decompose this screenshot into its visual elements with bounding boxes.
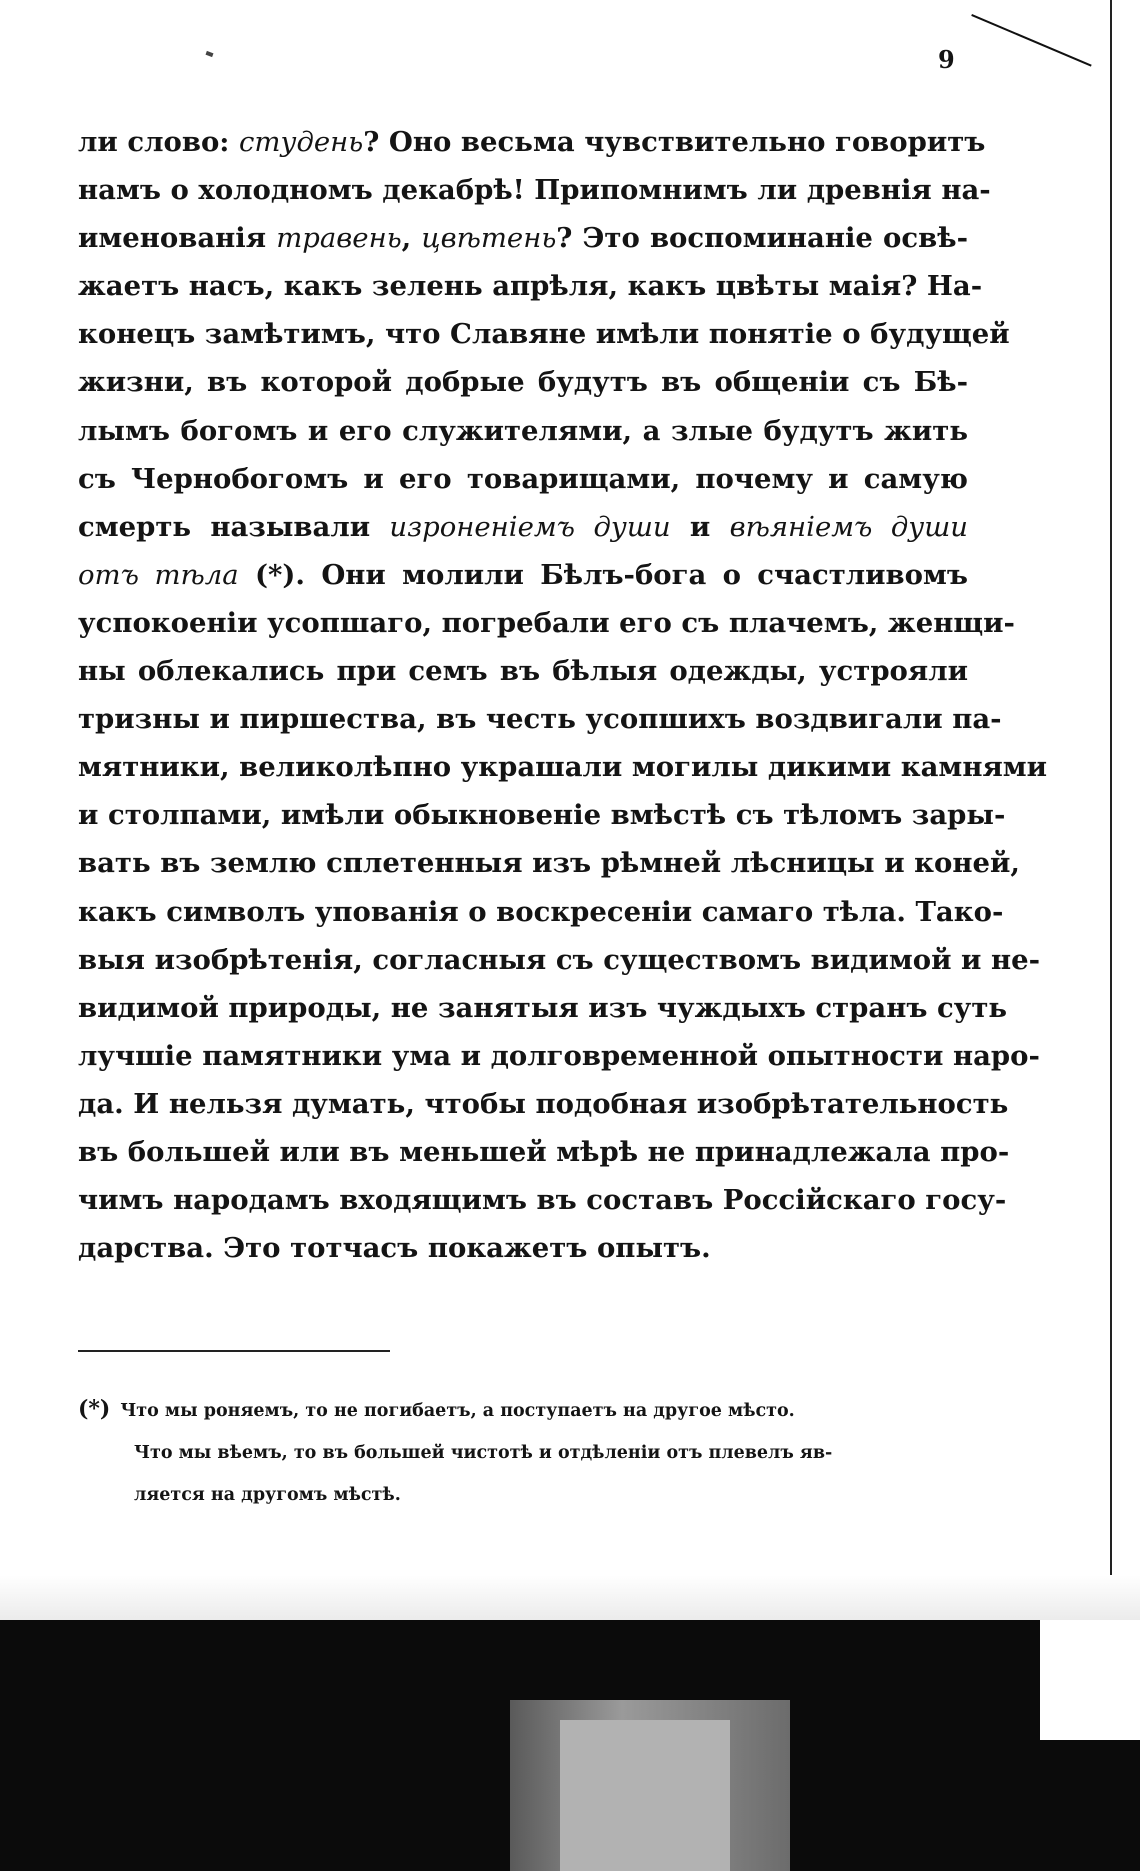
text-segment: именованія (78, 222, 277, 255)
text-line (78, 1128, 1010, 1176)
text-segment: (*). Они молили Бѣлъ-бога о счастливомъ (238, 558, 968, 591)
text-segment: да. И нельзя думать, чтобы подобная изобрѣтательность (78, 1087, 1009, 1120)
text-line (78, 262, 983, 310)
text-segment: намъ о холодномъ декабрѣ! Припомнимъ ли древнія на- (78, 174, 991, 207)
body-text (78, 118, 1048, 1272)
italic-term: вѣяніемъ души (729, 510, 968, 543)
text-line (78, 166, 991, 214)
page-number: 9 (938, 45, 955, 74)
text-line (78, 551, 968, 599)
text-line (78, 936, 1041, 984)
text-segment: конецъ замѣтимъ, что Славяне имѣли понятіе о будущей (78, 318, 1010, 351)
text-segment: успокоеніи усопшаго, погребали его съ плачемъ, женщи- (78, 606, 1015, 639)
text-line (78, 791, 1006, 839)
page-edge (1110, 0, 1112, 1620)
text-line (78, 503, 968, 551)
footnote-line (78, 1388, 978, 1432)
text-segment: смерть называли (78, 510, 390, 543)
scan-shadow (0, 1575, 1140, 1625)
italic-term: травень (276, 222, 402, 255)
text-line (78, 407, 968, 455)
text-line (78, 743, 1048, 791)
text-line (78, 1224, 968, 1272)
footnote (78, 1388, 978, 1516)
footnote-line: Что мы вѣемъ, то въ большей чистотѣ и отдѣленіи отъ плевелъ яв- (134, 1443, 833, 1463)
scan-edge-gap (1040, 1620, 1140, 1740)
text-segment: и (670, 510, 730, 543)
text-line (78, 695, 1002, 743)
text-line (78, 310, 1010, 358)
scanner-object-inner (560, 1720, 730, 1871)
text-segment: жизни, въ которой добрые будутъ въ общеніи съ Бѣ- (78, 366, 968, 399)
text-segment: вать въ землю сплетенныя изъ рѣмней лѣсницы и коней, (78, 847, 1020, 880)
text-line (78, 1080, 1009, 1128)
text-line (78, 984, 1008, 1032)
text-line (78, 888, 1004, 936)
text-line (78, 647, 968, 695)
text-segment: лучшіе памятники ума и долговременной опытности наро- (78, 1039, 1040, 1072)
text-line (78, 599, 1015, 647)
text-segment: ? Оно весьма чувствительно говоритъ (363, 126, 986, 158)
text-line (78, 1032, 1040, 1080)
text-segment: ли слово: (78, 126, 240, 158)
footnote-mark: (*) (78, 1396, 111, 1422)
text-line (78, 358, 968, 406)
text-line (78, 455, 968, 503)
text-segment: въ большей или въ меньшей мѣрѣ не принадлежала про- (78, 1135, 1010, 1168)
text-segment: какъ символъ упованія о воскресеніи самаго тѣла. Тако- (78, 895, 1004, 928)
text-segment: видимой природы, не занятыя изъ чуждыхъ странъ суть (78, 991, 1008, 1024)
text-segment: выя изобрѣтенія, согласныя съ существомъ видимой и не- (78, 943, 1041, 976)
text-segment: тризны и пиршества, въ честь усопшихъ воздвигали па- (78, 703, 1002, 736)
footnote-rule (78, 1350, 390, 1352)
text-segment: лымъ богомъ и его служителями, а злые будутъ жить (78, 414, 968, 447)
text-line (78, 839, 1020, 887)
text-segment: и столпами, имѣли обыкновеніе вмѣстѣ съ тѣломъ зары- (78, 799, 1006, 832)
italic-term: изроненіемъ души (389, 510, 671, 543)
italic-term: цвѣтень (421, 222, 557, 255)
text-segment: дарства. Это тотчасъ покажетъ опытъ. (78, 1232, 711, 1265)
text-line (78, 118, 986, 166)
text-segment: чимъ народамъ входящимъ въ составъ Россійскаго госу- (78, 1184, 1007, 1217)
text-line (78, 214, 968, 262)
page-corner-fold (971, 14, 1091, 67)
text-segment: съ Чернобогомъ и его товарищами, почему и самую (78, 462, 968, 495)
footnote-text: Что мы роняемъ, то не погибаетъ, а поступаетъ на другое мѣсто. (120, 1401, 795, 1421)
text-segment: ? Это воспоминаніе освѣ- (556, 222, 968, 255)
italic-term: отъ тѣла (78, 558, 239, 591)
footnote-line: ляется на другомъ мѣстѣ. (134, 1485, 401, 1505)
text-segment: ны облекались при семъ въ бѣлыя одежды, устрояли (78, 655, 968, 688)
text-segment: мятники, великолѣпно украшали могилы дикими камнями (78, 751, 1048, 784)
scan-mark (206, 51, 214, 57)
text-line (78, 1176, 1007, 1224)
italic-term: студень (239, 126, 364, 158)
text-segment: , (401, 222, 422, 255)
text-segment: жаетъ насъ, какъ зелень апрѣля, какъ цвѣты маія? На- (78, 270, 983, 303)
